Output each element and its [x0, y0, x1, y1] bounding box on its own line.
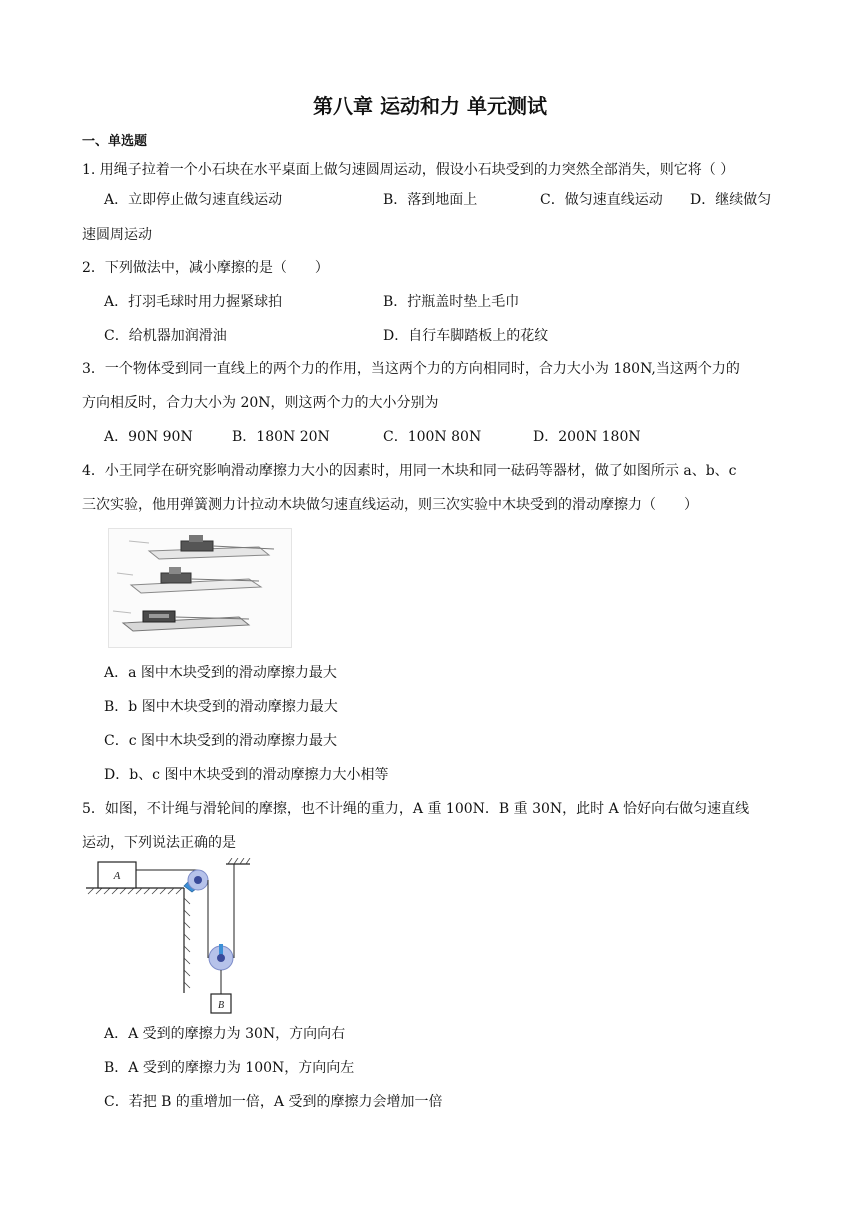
- question-3-option-b: B．180N 20N: [232, 429, 330, 445]
- question-1-option-d: D．继续做匀: [690, 192, 772, 208]
- question-2-option-a: A．打羽毛球时用力握紧球拍: [104, 294, 283, 310]
- question-4-option-c: C．c 图中木块受到的滑动摩擦力最大: [104, 733, 338, 749]
- friction-experiment-photo: [108, 528, 292, 648]
- question-3-option-c: C．100N 80N: [383, 429, 482, 445]
- question-5-option-b: B．A 受到的摩擦力为 100N，方向向左: [104, 1060, 355, 1076]
- question-2-option-b: B．拧瓶盖时垫上毛巾: [383, 294, 520, 310]
- page-title: 第八章 运动和力 单元测试: [313, 94, 547, 118]
- question-1-option-c: C．做匀速直线运动: [540, 192, 663, 208]
- question-1-stem: 1. 用绳子拉着一个小石块在水平桌面上做匀速圆周运动，假设小石块受到的力突然全部消失，则它将（ ）: [82, 162, 735, 178]
- question-3-option-a: A．90N 90N: [104, 429, 193, 445]
- question-1-option-a: A．立即停止做匀速直线运动: [104, 192, 283, 208]
- question-5-stem-line-2: 运动，下列说法正确的是: [82, 835, 236, 851]
- question-4-stem-line-2: 三次实验，他用弹簧测力计拉动木块做匀速直线运动，则三次实验中木块受到的滑动摩擦力（ ）: [82, 497, 698, 513]
- question-3-option-d: D．200N 180N: [533, 429, 641, 445]
- question-2-option-c: C．给机器加润滑油: [104, 328, 227, 344]
- question-1-option-b: B．落到地面上: [383, 192, 478, 208]
- question-5-stem-line-1: 5．如图，不计绳与滑轮间的摩擦，也不计绳的重力，A 重 100N．B 重 30N，此时 A 恰好向右做匀速直线: [82, 801, 750, 817]
- block-b-label: B: [217, 1000, 225, 1011]
- section-heading: 一、单选题: [82, 134, 148, 149]
- question-2-stem: 2．下列做法中，减小摩擦的是（ ）: [82, 260, 329, 276]
- question-3-stem-line-2: 方向相反时，合力大小为 20N，则这两个力的大小分别为: [82, 395, 439, 411]
- question-1-option-d-continued: 速圆周运动: [82, 227, 152, 243]
- question-4-option-d: D．b、c 图中木块受到的滑动摩擦力大小相等: [104, 767, 389, 783]
- question-4-option-b: B．b 图中木块受到的滑动摩擦力最大: [104, 699, 338, 715]
- question-5-option-c: C．若把 B 的重增加一倍，A 受到的摩擦力会增加一倍: [104, 1094, 443, 1110]
- pulley-system-diagram: [80, 858, 260, 1018]
- question-5-option-a: A．A 受到的摩擦力为 30N，方向向右: [104, 1026, 346, 1042]
- block-a-label: A: [113, 870, 121, 882]
- question-3-stem-line-1: 3．一个物体受到同一直线上的两个力的作用，当这两个力的方向相同时，合力大小为 180N,当这两个力的: [82, 361, 740, 377]
- question-4-option-a: A．a 图中木块受到的滑动摩擦力最大: [104, 665, 337, 681]
- question-4-stem-line-1: 4．小王同学在研究影响滑动摩擦力大小的因素时，用同一木块和同一砝码等器材，做了如图所示 a、b、c: [82, 463, 737, 479]
- friction-experiment-illustration: [109, 529, 291, 647]
- question-2-option-d: D．自行车脚踏板上的花纹: [383, 328, 549, 344]
